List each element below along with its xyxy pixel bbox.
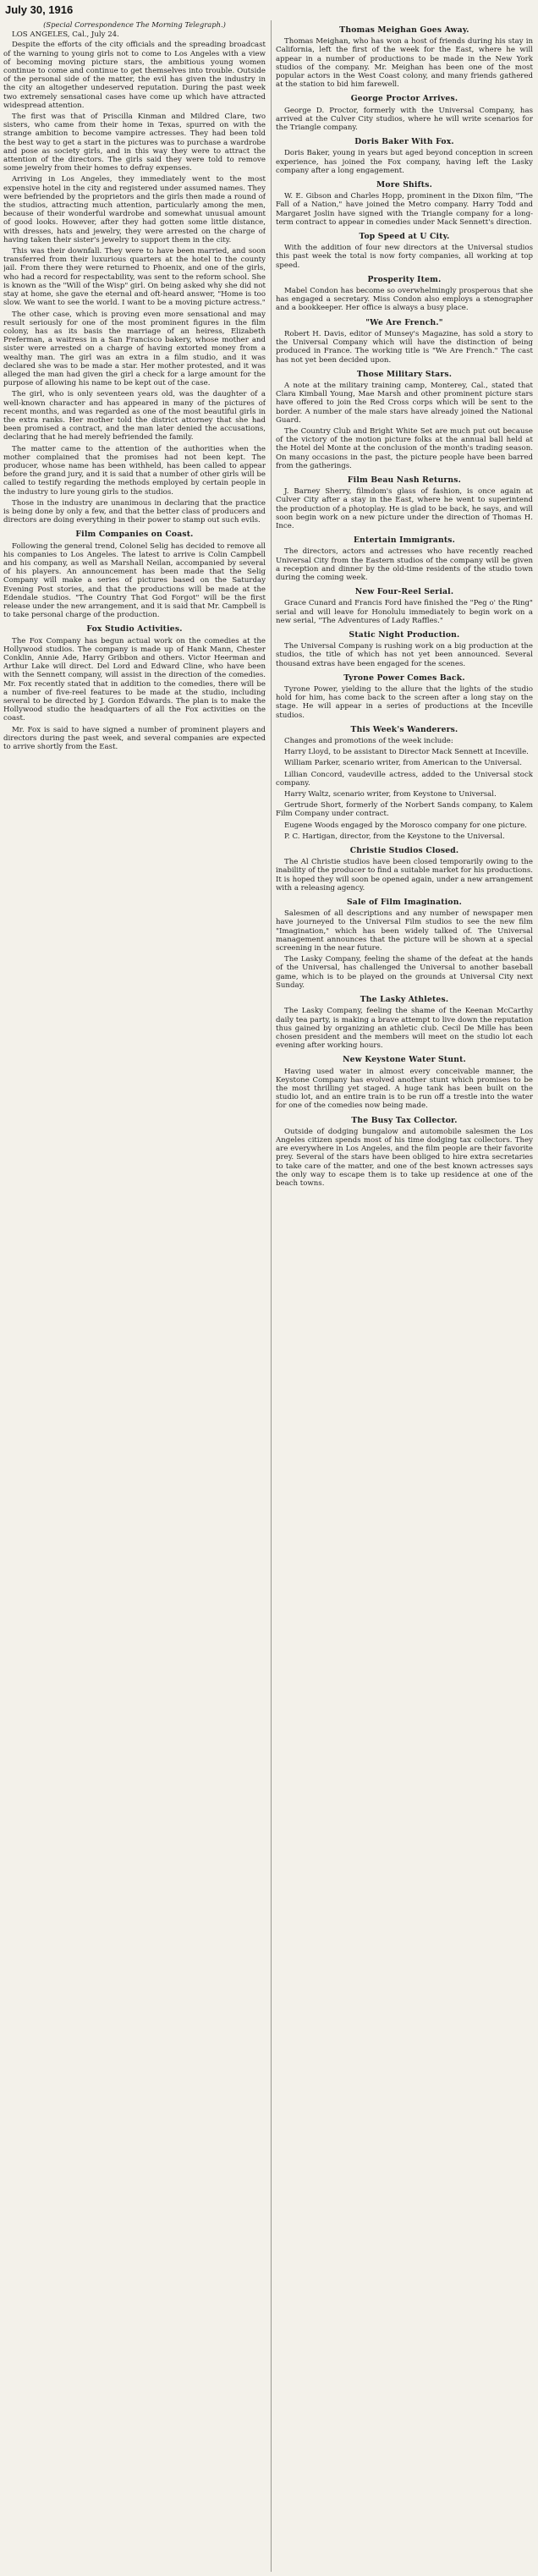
news-item [276, 631, 533, 668]
news-item-paragraph: Doris Baker, young in years but aged beyond conception in screen experience, has joined the Fox company, having left the Lasky company after a long engagement. [276, 149, 533, 175]
news-item-paragraph: The directors, actors and actresses who have recently reached Universal City from the Eastern studios of the company will be given a reception and dinner by the old-time residents of the studio town during the coming week. [276, 547, 533, 582]
right-column [271, 20, 533, 2572]
news-item-paragraph: George D. Proctor, formerly with the Universal Company, has arrived at the Culver City studios, where he will write scenarios for the Triangle company. [276, 106, 533, 133]
news-item-paragraph: Eugene Woods engaged by the Morosco company for one picture. [284, 821, 527, 830]
news-item-heading: More Shifts. [376, 180, 432, 190]
news-item-heading: Tyrone Power Comes Back. [343, 673, 465, 683]
news-item-heading: Film Companies on Coast. [75, 530, 194, 540]
news-item [276, 1117, 533, 1189]
news-item-heading: Doris Baker With Fox. [354, 137, 454, 147]
news-item [276, 371, 533, 470]
news-item-paragraph: Thomas Meighan, who has won a host of friends during his stay in California, left the first of the week for the East, where he will appear in a number of productions to be made in the New York studios of the company. Mr. Meighan has been one of the most popular actors in the West Coast colony, and many friends gathered at the station to bid him farewell. [276, 37, 533, 90]
news-item-paragraph: Changes and promotions of the week include: [284, 737, 453, 746]
news-item-paragraph: Robert H. Davis, editor of Munsey's Magazine, has sold a story to the Universal Company which will have the distinction of being produced in France. The working title is "We Are French." The cast has not yet been decided upon. [276, 329, 533, 365]
news-item [276, 847, 533, 893]
article-paragraph: The first was that of Priscilla Kinman and Mildred Clare, two sisters, who came from their home in Texas, spurred on with the strange ambition to become vampire actresses. They had been told the best way to get a start in the pictures was to purchase a wardrobe and pose as society girls, and in this way they were to attract the attention of the directors. The girls said they were told to remove some jewelry from their homes to defray expenses. [3, 113, 266, 173]
news-item-heading: Those Military Stars. [356, 369, 453, 379]
news-item [276, 536, 533, 582]
article-paragraph: Despite the efforts of the city officials and the spreading broadcast of the warning to young girls not to come to Los Angeles with a view of becoming moving picture stars, the ambitious young women continue to come and continue to get themselves into trouble. Outside of the personal side of the matter, the evil has given the industry in the city an altogether undeserved reputation. During the past week two extremely sensational cases have come up which have attracted widespread attention. [3, 41, 266, 110]
news-item-paragraph: Following the general trend, Colonel Selig has decided to remove all his companies to Los Angeles. The latest to arrive is Colin Campbell and his company, as well as Marshall Neilan, accompanied by several of his players. An announcement has been made that the Selig Company will make a series of pictures based on the Saturday Evening Post stories, and that the productions will be made at the Edendale studios. "The Country That God Forgot" will be the first release under the new arrangement, and it is said that Mr. Campbell is to take personal charge of the production. [3, 541, 266, 620]
byline: (Special Correspondence The Morning Telegraph.) [43, 20, 226, 29]
news-item-heading: Static Night Production. [349, 629, 460, 640]
news-item-paragraph: Harry Lloyd, to be assistant to Director Mack Sennett at Inceville. [284, 748, 529, 757]
news-item-heading: Entertain Immigrants. [353, 536, 456, 546]
left-column-body [3, 41, 266, 525]
news-item-paragraph: J. Barney Sherry, filmdom's glass of fashion, is once again at Culver City after a stay in the East, where he went to superintend the production of a photoplay. He is glad to be back, he says, and will soon begin work on a new picture under the direction of Thomas H. Ince. [276, 487, 533, 530]
news-item [276, 674, 533, 720]
news-item-paragraph: Harry Waltz, scenario writer, from Keystone to Universal. [284, 790, 497, 799]
news-item [276, 726, 533, 841]
news-item-paragraph: Salesmen of all descriptions and any number of newspaper men have journeyed to the Universal Film studios to see the new film "Imagination," which has been widely talked of. The Universal management announces that the picture will be shown at a special screening in the near future. [276, 909, 533, 953]
news-item [276, 26, 533, 89]
article-paragraph: This was their downfall. They were to have been married, and soon transferred from their luxurious quarters at the hotel to the county jail. From there they were returned to Phoenix, and one of the girls, who had a record for respectability, was sent to the reform school. She is known as the "Will of the Wisp" girl. On being asked why she did not stay at home, she gave the eternal and oft-heard answer, "Home is too slow. We want to see the world. I want to be a moving picture actress." [3, 247, 266, 308]
news-item-heading: George Proctor Arrives. [350, 94, 458, 104]
news-item-heading: The Lasky Athletes. [360, 995, 449, 1005]
news-item-heading: New Four-Reel Serial. [354, 587, 454, 597]
news-item-paragraph: Gertrude Short, formerly of the Norbert Sands company, to Kalem Film Company under contract. [276, 801, 533, 819]
news-item [276, 996, 533, 1050]
news-item-paragraph: The Fox Company has begun actual work on the comedies at the Hollywood studios. The company is made up of Hank Mann, Chester Conklin, Annie Ade, Harry Gribbon and others. Victor Heerman and Arthur Lake will direct. Del Lord and Edward Cline, who have been with the Sennett company, will assist in the direction of the comedies. Mr. Fox recently stated that in addition to the comedies, there will be a number of five-reel features to be made at the studio, including several to be directed by J. Gordon Edwards. The plan is to make the Hollywood studio the headquarters of all the Fox activities on the coast. [3, 636, 266, 723]
news-item-paragraph: With the addition of four new directors at the Universal studios this past week the total is now forty companies, all working at top speed. [276, 244, 533, 270]
news-item-paragraph: William Parker, scenario writer, from American to the Universal. [284, 759, 522, 768]
news-item-heading: New Keystone Water Stunt. [343, 1055, 466, 1065]
article-paragraph: Arriving in Los Angeles, they immediately went to the most expensive hotel in the city and registered under assumed names. They were befriended by the proprietors and the girls then made a round of the studios, attracting much attention, particularly among the men, because of their wonderful wardrobe and somewhat unusual amount of good looks. However, after they had gotten some little distance, with dresses, hats and jewelry, they were arrested on the charge of having taken their sister's jewelry to support them in the city. [3, 175, 266, 244]
news-item-paragraph: Outside of dodging bungalow and automobile salesmen the Los Angeles citizen spends most of his time dodging tax collectors. They are everywhere in Los Angeles, and the film people are their favorite prey. Several of the stars have been obliged to hire extra secretaries to take care of the matter, and one of the best known actresses says the only way to escape them is to take up residence at one of the beach towns. [276, 1127, 533, 1188]
news-item-paragraph: The Country Club and Bright White Set are much put out because of the victory of the motion picture folks at the annual ball held at the Hotel del Monte at the conclusion of the month's trading season. On many occasions in the past, the picture people have been barred from the gatherings. [276, 426, 533, 470]
news-item-paragraph: Mr. Fox is said to have signed a number of prominent players and directors during the past week, and several companies are expected to arrive shortly from the East. [3, 725, 266, 752]
article-paragraph: The matter came to the attention of the authorities when the mother complained that the promises had not been kept. The producer, whose name has been withheld, has been called to appear before the grand jury, and it is said that a number of other girls will be called to testify regarding the methods employed by certain people in the industry to lure young girls to the studios. [3, 444, 266, 497]
news-item-paragraph: The Lasky Company, feeling the shame of the Keenan McCarthy daily tea party, is making a brave attempt to live down the reputation thus gained by organizing an athletic club. Cecil De Mille has been chosen president and the members will meet on the studio lot each evening after working hours. [276, 1007, 533, 1051]
news-item-heading: Fox Studio Activities. [86, 624, 183, 634]
news-item [276, 476, 533, 530]
news-item-heading: Prosperity Item. [367, 274, 442, 284]
news-item-heading: This Week's Wanderers. [350, 724, 458, 734]
dateline: LOS ANGELES, Cal., July 24. [12, 30, 119, 40]
news-item-paragraph: Tyrone Power, yielding to the allure that the lights of the studio hold for him, has come back to the screen after a long stay on the stage. He will appear in a series of productions at the Inceville studios. [276, 685, 533, 720]
news-item [3, 530, 266, 619]
left-column [3, 20, 266, 2572]
news-item-paragraph: Lillian Concord, vaudeville actress, added to the Universal stock company. [276, 770, 533, 788]
news-item-paragraph: W. E. Gibson and Charles Hopp, prominent in the Dixon film, "The Fall of a Nation," have joined the Metro company. Harry Todd and Margaret Joslin have signed with the Triangle company for a long-term contract to appear in comedies under Mack Sennett's direction. [276, 192, 533, 227]
article-paragraph: Those in the industry are unanimous in declaring that the practice is being done by only a few, and that the better class of producers and directors are doing everything in their power to stamp out such evils. [3, 498, 266, 525]
news-item-heading: Film Beau Nash Returns. [347, 475, 462, 485]
news-item-paragraph: Mabel Condon has become so overwhelmingly prosperous that she has engaged a secretary. Miss Condon also employs a stenographer and a bookkeeper. Her office is always a busy place. [276, 287, 533, 313]
news-item [276, 181, 533, 227]
news-item-heading: Top Speed at U City. [359, 232, 450, 242]
news-item [276, 138, 533, 175]
newspaper-page [0, 20, 538, 2572]
news-item [276, 95, 533, 132]
news-item-paragraph: Having used water in almost every conceivable manner, the Keystone Company has evolved another stunt which promises to be the most thrilling yet staged. A huge tank has been built on the studio lot, and an entire train is to be run off a trestle into the water for one of the comedies now being made. [276, 1067, 533, 1111]
news-item-heading: Christie Studios Closed. [349, 846, 459, 856]
news-item-paragraph: The Universal Company is rushing work on a big production at the studios, the title of which has not yet been announced. Several thousand extras have been engaged for the scenes. [276, 642, 533, 668]
news-item-heading: Sale of Film Imagination. [346, 898, 463, 908]
right-column-sections [276, 26, 533, 1188]
news-item [276, 588, 533, 625]
article-paragraph: The girl, who is only seventeen years old, was the daughter of a well-known character and has appeared in many of the pictures of recent months, and was regarded as one of the most beautiful girls in the extra ranks. Her mother told the district attorney that she had been promised a contract, and the man later denied the accusations, declaring that he had merely befriended the family. [3, 390, 266, 442]
news-item [276, 1056, 533, 1110]
news-item-heading: "We Are French." [365, 317, 443, 327]
news-item-heading: Thomas Meighan Goes Away. [339, 25, 469, 35]
news-item [276, 276, 533, 313]
news-item-paragraph: P. C. Hartigan, director, from the Keystone to the Universal. [284, 832, 505, 841]
news-item [276, 898, 533, 990]
news-item-paragraph: The Lasky Company, feeling the shame of the defeat at the hands of the Universal, has challenged the Universal to another baseball game, which is to be played on the grounds at Universal City next Sunday. [276, 955, 533, 990]
article-paragraph: The other case, which is proving even more sensational and may result seriously for one of the most prominent figures in the film colony, has as its basis the marriage of an heiress, Elizabeth Preferman, a waitress in a San Francisco bakery, whose mother and sister were arrested on a charge of having extorted money from a wealthy man. The girl was an extra in a film studio, and it was declared she was to be made a star. Her mother protested, and it was alleged the man had given the girl a check for a large amount for the purpose of allowing his name to be kept out of the case. [3, 310, 266, 388]
news-item [276, 319, 533, 365]
page-date: July 30, 1916 [5, 3, 74, 16]
news-item-heading: The Busy Tax Collector. [351, 1115, 458, 1125]
news-item-paragraph: The Al Christie studios have been closed temporarily owing to the inability of the producer to find a suitable market for his productions. It is hoped they will soon be opened again, under a new arrangement with a releasing agency. [276, 858, 533, 893]
news-item-paragraph: Grace Cunard and Francis Ford have finished the "Peg o' the Ring" serial and will leave for Honolulu immediately to begin work on a new serial, "The Adventures of Lady Raffles." [276, 599, 533, 625]
news-item [276, 233, 533, 270]
left-column-sections [3, 530, 266, 751]
news-item [3, 625, 266, 751]
news-item-paragraph: A note at the military training camp, Monterey, Cal., stated that Clara Kimball Young, Mae Marsh and other prominent picture stars have offered to join the Red Cross corps which will be sent to the border. A number of the male stars have already joined the National Guard. [276, 381, 533, 425]
